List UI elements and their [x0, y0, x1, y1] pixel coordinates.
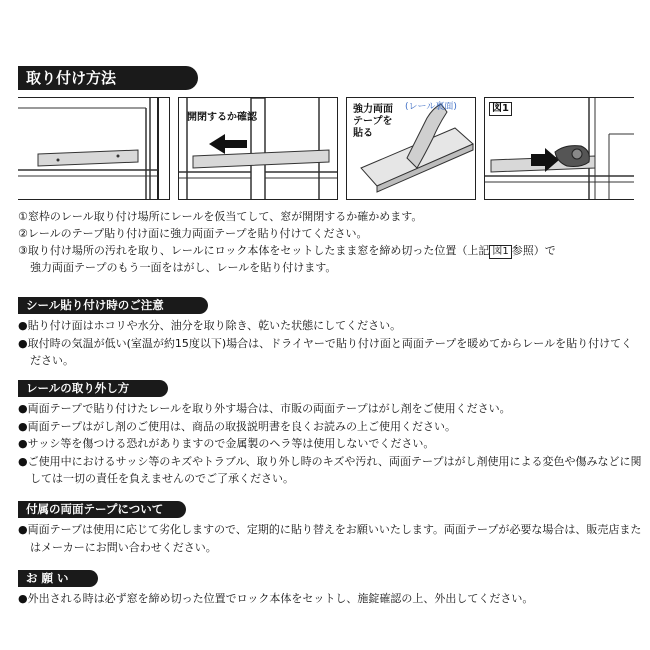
list-item: ●サッシ等を傷つける恐れがありますので金属製のヘラ等は使用しないでください。 [18, 437, 435, 450]
step-3-line-1 [18, 242, 638, 259]
request-list [18, 590, 638, 608]
rail-removal-list [18, 400, 642, 488]
page-title: 取り付け方法 [18, 66, 198, 90]
list-item: ●外出される時は必ず窓を締め切った位置でロック本体をセットし、施錠確認の上、外出してください。 [18, 592, 534, 605]
step-2: ②レールのテープ貼り付け面に強力両面テープを貼り付けてください。 [18, 227, 368, 240]
list-item: ●取付時の気温が低い(室温が約15度以下)場合は、ドライヤーで貼り付け面と両面テープを暖めてからレールを貼り付けてください。 [18, 336, 633, 367]
list-item: ●貼り付け面はホコリや水分、油分を取り除き、乾いた状態にしてください。 [18, 319, 402, 332]
panel-3-caption-line-3: 貼る [353, 128, 373, 139]
illustration-panel-2 [178, 97, 338, 200]
panel-3-blue-note: (レール裏面) [405, 102, 457, 112]
list-item: ●両面テープはがし剤のご使用は、商品の取扱説明書を良くお読みの上ご使用ください。 [18, 419, 457, 433]
panel-3-caption-line-1: 強力両面 [353, 104, 393, 115]
list-item: ●ご使用中におけるサッシ等のキズやトラブル、取り外し時のキズや汚れ、両面テープはがし剤使用による変色や傷みなどに関しては一切の責任を負えませんのでご了承ください。 [18, 454, 642, 485]
illustration-panel-3 [346, 97, 476, 200]
step-3-text: ③取り付け場所の汚れを取り、レールにロック本体をセットしたまま窓を締め切った位置（上記 [18, 244, 490, 257]
seal-caution-list [18, 317, 638, 370]
list-item: ●両面テープは使用に応じて劣化しますので、定期的に貼り替えをお願いいたします。両面テープが必要な場合は、販売店またはメーカーにお問い合わせください。 [18, 523, 642, 554]
section-heading-seal-caution: シール貼り付け時のご注意 [18, 297, 208, 314]
illustration-panel-4 [484, 97, 634, 200]
step-3-text-end: 参照）で [511, 244, 556, 257]
panel-2-caption: 開閉するか確認 [187, 112, 257, 123]
installation-steps [18, 208, 638, 276]
list-item: ●両面テープで貼り付けたレールを取り外す場合は、市販の両面テープはがし剤をご使用ください。 [18, 402, 511, 415]
panel-3-caption-line-2: テープを [353, 116, 393, 127]
section-heading-rail-removal: レールの取り外し方 [18, 380, 168, 397]
panel-4-figure-label: 図1 [489, 102, 512, 116]
attached-tape-list [18, 521, 642, 556]
section-heading-request: お 願 い [18, 570, 98, 587]
step-3-line-2: 強力両面テープのもう一面をはがし、レールを貼り付けます。 [30, 261, 337, 274]
figure-1-reference: 図1 [489, 245, 511, 259]
section-heading-attached-tape: 付属の両面テープについて [18, 501, 186, 518]
window-rail-illustration-1 [18, 98, 170, 200]
step-1: ①窓枠のレール取り付け場所にレールを仮当てして、窓が開閉するか確かめます。 [18, 210, 423, 223]
illustration-panel-1 [18, 97, 170, 200]
